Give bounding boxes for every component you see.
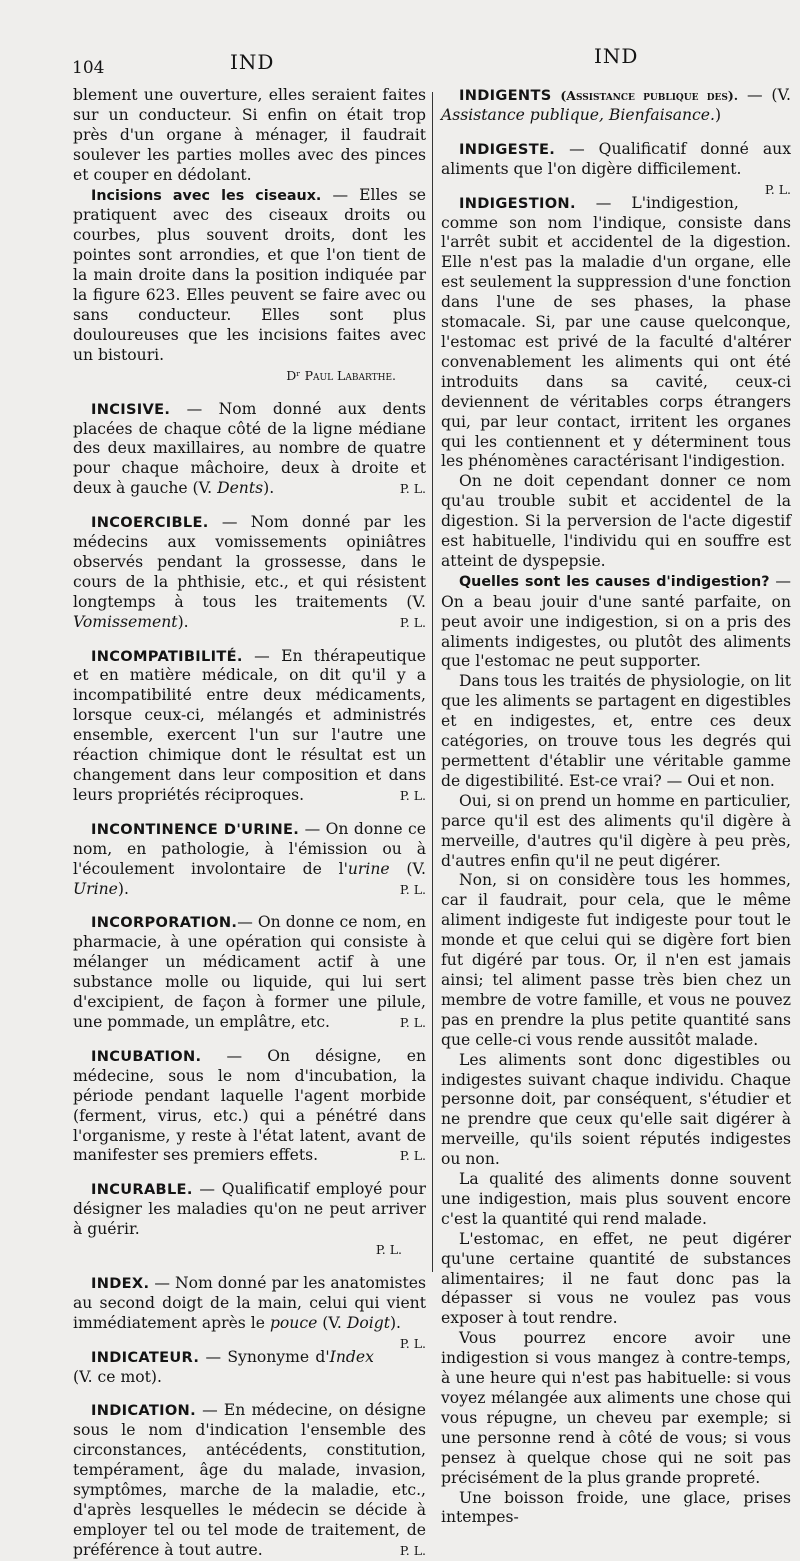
entry-signature: P. L. (399, 787, 426, 803)
headword-indicateur: INDICATEUR. (91, 1348, 200, 1366)
entry-incurable: INCURABLE. — Qualificatif employé pour désigner les maladies qu'on ne peut arriver à guérir. (73, 1180, 426, 1239)
entry-signature: P. L. (399, 881, 426, 897)
paragraph: Non, si on considère tous les hommes, car il faudrait, pour cela, que le même aliment indigeste fut indigeste pour tout le monde et que celui qui se digère fort bien fut digéré par tous. Or, il n'en est jamais ainsi; tel aliment passe très bien chez un membre de votre famille, et vous ne pouvez pas en prendre la plus petite quantité sans que celle-ci vous rende aussitôt malade. (441, 871, 791, 1049)
continued-paragraph: blement une ouverture, elles seraient faites sur un conducteur. Si enfin on était trop près d'un organe à ménager, il faudrait soulever les parties molles avec des pinces et couper en dédolant. (73, 86, 426, 184)
entry-signature: P. L. (764, 181, 791, 197)
headword-incisive: INCISIVE. (91, 400, 171, 418)
headword-incoercible: INCOERCIBLE. (91, 514, 209, 532)
entry-incisive: INCISIVE. — Nom donné aux dents placées de chaque côté de la ligne médiane des deux maxillaires, au nombre de quatre pour chaque mâchoire, deux à droite et deux à gauche (V. Dents). P. L. (73, 399, 426, 498)
entry-signature: P. L. (399, 481, 426, 497)
entry-incorporation: INCORPORATION.— On donne ce nom, en pharmacie, à une opération qui consiste à mélanger un médicament actif à une substance molle ou liquide, qui lui sert d'excipient, de façon à former une pilule, une pommade, un emplâtre, etc. P. L. (73, 913, 426, 1031)
entry-signature: P. L. (399, 1148, 426, 1164)
page-header (0, 44, 800, 84)
headword-incompatibilite: INCOMPATIBILITÉ. (91, 647, 243, 665)
paragraph: L'estomac, en effet, ne peut digérer qu'une certaine quantité de substances alimentaires; il ne faut donc pas la dépasser si vous ne voulez pas vous exposer à tout rendre. (441, 1229, 791, 1328)
entry-signature: P. L. (399, 1335, 426, 1351)
paragraph: Oui, si on prend un homme en particulier, parce qu'il est des aliments qu'il digère à merveille, d'autres qu'il digère à peu près, d'autres enfin qu'il ne peut digérer. (441, 791, 791, 870)
running-head-left: IND (230, 50, 275, 74)
headword-indigents: INDIGENTS (459, 87, 552, 104)
author-signature: Dʳ Paul Labarthe. (286, 367, 396, 383)
entry-signature: P. L. (399, 614, 426, 630)
paragraph: Vous pourrez encore avoir une indigestion si vous mangez à contre-temps, à une heure qui n'est pas habituelle: si vous voyez mélangée aux aliments une chose qui vous répugne, un cheveu par exemple; si une personne rend à côté de vous; si vous pensez à quelque chose qui ne soit pas précisément de la plus grande propreté. (441, 1329, 791, 1487)
entry-incoercible: INCOERCIBLE. — Nom donné par les médecins aux vomissements opiniâtres observés pendant la grossesse, dans le cours de la phthisie, etc., et qui résistent longtemps à tous les traitements (V. Vomissement). P. L. (73, 513, 426, 631)
entry-signature: P. L. (375, 1242, 402, 1258)
headword-index: INDEX. (91, 1274, 150, 1292)
left-column (73, 86, 426, 1561)
entry-signature: P. L. (399, 1542, 426, 1558)
headword-indication: INDICATION. (91, 1402, 196, 1420)
entry-indication: INDICATION. — En médecine, on désigne sous le nom d'indication l'ensemble des circonstances, antécédents, constitution, tempérament, âge du malade, invasion, symptômes, marche de la maladie, etc., d'après lesquelles le médecin se décide à employer tel ou tel mode de traitement, de préférence à tout autre. P. L. (73, 1401, 426, 1559)
paragraph: La qualité des aliments donne souvent une indigestion, mais plus souvent encore c'est la quantité qui rend malade. (441, 1170, 791, 1228)
column-divider (432, 92, 433, 1272)
entry-indigestion: INDIGESTION. — L'indigestion, comme son nom l'indique, consiste dans l'arrêt subit et accidentel de la digestion. Elle n'est pas la maladie d'un organe, elle est seulement la suppression d'une fonction dans l'une de ses phases, la phase stomacale. Si, par une cause quelconque, l'estomac est privé de la faculté d'altérer convenablement les aliments qui ont été introduits dans sa cavité, ceux-ci deviennent de véritables corps étrangers qui, par leur contact, irritent les organes qui les contiennent et y déterminent tous les phénomènes caractérisant l'indigestion. (441, 193, 791, 471)
running-head-right: IND (594, 44, 639, 68)
headword-incontinence: INCONTINENCE D'URINE. (91, 820, 300, 838)
headword-incorporation: INCORPORATION. (91, 914, 238, 932)
entry-index: INDEX. — Nom donné par les anatomistes au second doigt de la main, celui qui vient immédiatement après le pouce (V. Doigt). P. L. (73, 1274, 426, 1334)
headword-indigestion: INDIGESTION. (459, 194, 576, 212)
paragraph-causes: Quelles sont les causes d'indigestion? — On a beau jouir d'une santé parfaite, on peut avoir une indigestion, si on a pris des aliments indigestes, ou plutôt des aliments que l'estomac ne peut supporter. (441, 571, 791, 671)
paragraph: Les aliments sont donc digestibles ou indigestes suivant chaque individu. Chaque personne doit, par conséquent, s'étudier et ne prendre que ceux qu'elle sait digérer à merveille, qu'ils soient réputés indigestes ou non. (441, 1050, 791, 1169)
paragraph: On ne doit cependant donner ce nom qu'au trouble subit et accidentel de la digestion. Si la perversion de l'acte digestif est habituelle, l'individu qui en souffre est atteint de dyspepsie. (441, 472, 791, 570)
right-column (441, 86, 791, 1528)
entry-incompatibilite: INCOMPATIBILITÉ. — En thérapeutique et en matière médicale, on dit qu'il y a incompatibilité entre deux médicaments, lorsque ceux-ci, mélangés et administrés ensemble, exercent l'un sur l'autre une réaction chimique dont le résultat est un changement dans leur composition et dans leurs propriétés réciproques. P. L. (73, 646, 426, 804)
entry-incubation: INCUBATION. — On désigne, en médecine, sous le nom d'incubation, la période pendant laquelle l'agent morbide (ferment, virus, etc.) qui a pénétré dans l'organisme, y reste à l'état latent, avant de manifester ses premiers effets. P. L. (73, 1046, 426, 1165)
headword-incurable: INCURABLE. (91, 1181, 193, 1199)
page-number: 104 (72, 58, 105, 78)
headword-indigeste: INDIGESTE. (459, 140, 556, 158)
subheading-ciseaux: Incisions avec les ciseaux. (91, 187, 322, 204)
entry-incontinence: INCONTINENCE D'URINE. — On donne ce nom, en pathologie, à l'émission ou à l'écoulement involontaire de l'urine (V. Urine). P. L. (73, 819, 426, 898)
paragraph: Une boisson froide, une glace, prises intempes- (441, 1488, 791, 1527)
subheading-causes: Quelles sont les causes d'indigestion? (459, 573, 770, 590)
entry-indigeste: INDIGESTE. — Qualificatif donné aux aliments que l'on digère difficilement. P. L. (441, 140, 791, 180)
headword-incubation: INCUBATION. (91, 1047, 202, 1065)
entry-signature: P. L. (399, 1014, 426, 1030)
paragraph: Dans tous les traités de physiologie, on lit que les aliments se partagent en digestibles et en indigestes, et, entre ces deux catégories, on trouve tous les degrés qui permettent d'établir une véritable gamme de digestibilité. Est-ce vrai? — Oui et non. (441, 672, 791, 790)
entry-indigents: INDIGENTS (Assistance publique des). — (V. Assistance publique, Bienfaisance.) (441, 86, 791, 124)
paragraph-ciseaux: Incisions avec les ciseaux. — Elles se pratiquent avec des ciseaux droits ou courbes, plus souvent droits, dont les pointes sont arrondies, et que l'on tient de la main droite dans la position indiquée par la figure 623. Elles peuvent se faire avec ou sans conducteur. Elles sont plus douloureuses que les incisions faites avec un bistouri. (73, 185, 426, 364)
entry-indicateur: INDICATEUR. — Synonyme d'Index (V. ce mot). (73, 1347, 374, 1386)
